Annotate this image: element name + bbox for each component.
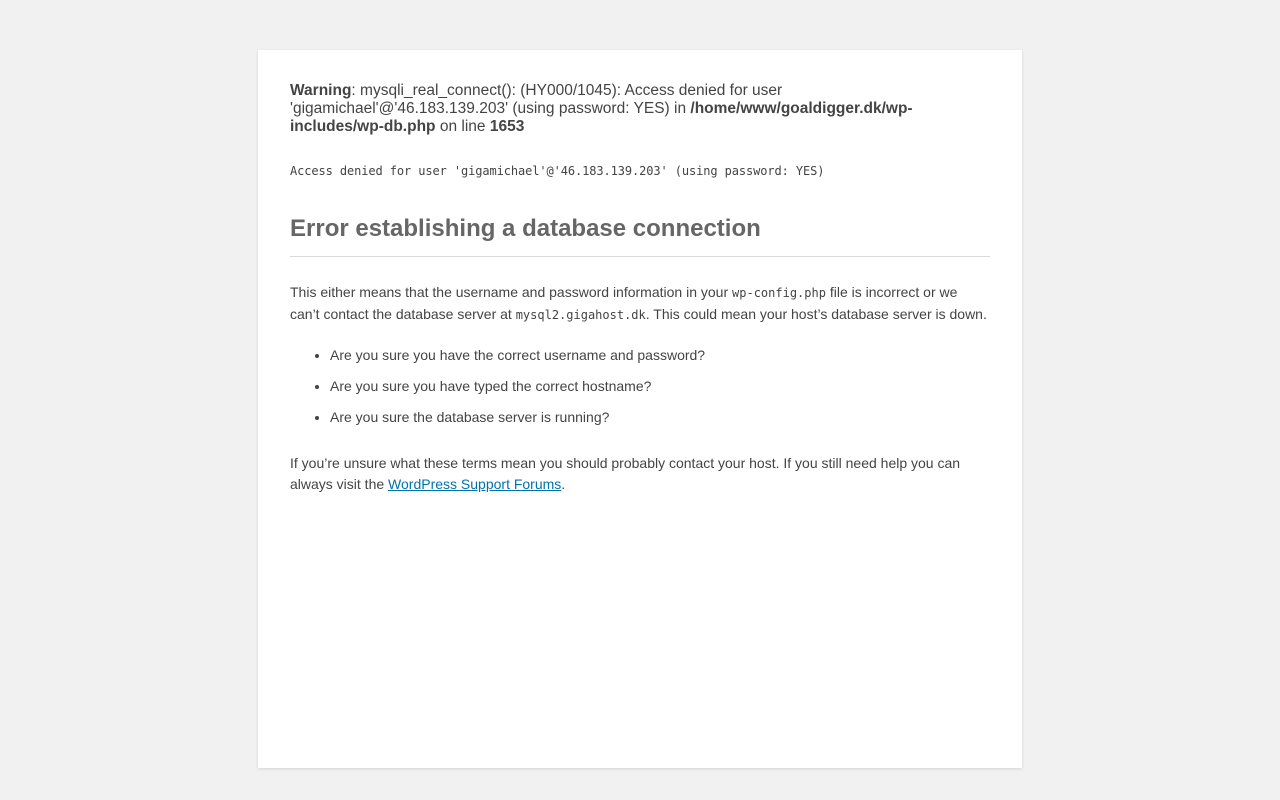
explanation-text-1: This either means that the username and password information in your: [290, 284, 733, 300]
php-warning: [290, 82, 990, 136]
help-text-2: .: [561, 476, 566, 492]
troubleshooting-list: [290, 345, 990, 428]
list-item: • Are you sure you have the correct username and password?: [330, 345, 990, 366]
error-page: [258, 50, 1022, 768]
mysql-error-message: Access denied for user 'gigamichael'@'46.183.139.203' (using password: YES): [290, 164, 825, 178]
warning-message: : mysqli_real_connect(): (HY000/1045): Access denied for user 'gigamichael'@'46.183.139.203' (using password: YES) in: [290, 82, 783, 117]
warning-line-number: 1653: [489, 118, 525, 135]
help-text-1: If you’re unsure what these terms mean you should probably contact your host. If you still need help you can always visit the: [290, 455, 961, 492]
help-text: [290, 453, 990, 495]
list-item: • Are you sure the database server is running?: [330, 407, 990, 428]
warning-on-line: on line: [435, 118, 490, 135]
warning-file-path: /home/www/goaldigger.dk/wp-includes/wp-db.php: [290, 100, 913, 135]
warning-label: Warning: [290, 82, 352, 99]
explanation-text-3: . This could mean your host’s database server is down.: [645, 306, 987, 322]
support-forums-link[interactable]: WordPress Support Forums: [388, 476, 562, 492]
page-title: Error establishing a database connection: [290, 214, 990, 257]
config-file-name: wp-config.php: [732, 286, 826, 300]
database-host: mysql2.gigahost.dk: [515, 308, 646, 322]
list-item: • Are you sure you have typed the correct hostname?: [330, 376, 990, 397]
explanation-text-2: file is incorrect or we can’t contact the database server at: [290, 284, 958, 322]
error-explanation: [290, 282, 990, 326]
